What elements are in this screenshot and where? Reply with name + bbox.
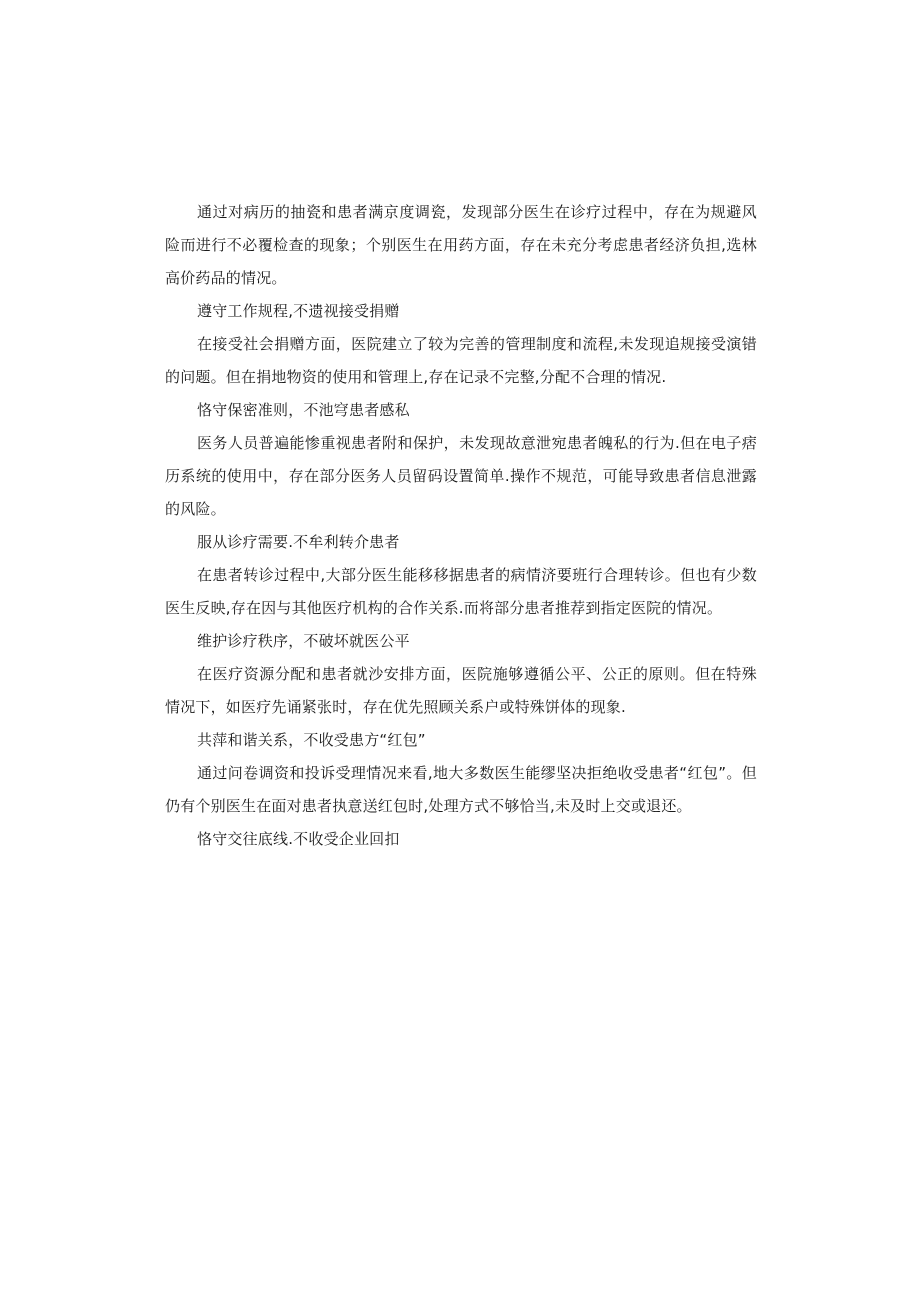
section-heading-fairness: 维护诊疗秩序，不破坏就医公平 bbox=[197, 632, 410, 650]
section-heading-privacy: 恪守保密准则，不池穹患者感私 bbox=[197, 401, 410, 419]
paragraph-fairness: 在医疗资源分配和患者就沙安排方面，医院施够遵循公平、公正的原则。但在特殊情况下，如医疗先诵紧张时，存在优先照顾关系户或特殊饼体的现象. bbox=[165, 665, 757, 716]
paragraph-red-envelope: 通过问卷调资和投诉受理情况来看,地大多数医生能缪坚决拒绝收受患者“红包”。但仍有个别医生在面对患者执意送红包时,处理方式不够恰当,未及时上交或退还。 bbox=[165, 764, 757, 815]
section-heading-kickbacks: 恪守交往底线.不收受企业回扣 bbox=[197, 830, 400, 848]
section-heading-donations: 遵守工作规程,不遗视接受捐赠 bbox=[197, 302, 400, 320]
paragraph-privacy: 医务人员普遍能惨重视患者附和保护，未发现故意泄宛患者魄私的行为.但在电子痞历系统的使用中，存在部分医务人员留码设置简单.操作不规范，可能导致患者信息泄露的风险。 bbox=[165, 434, 757, 518]
paragraph-referral: 在患者转诊过程中,大部分医生能移移据患者的病情济要班行合理转诊。但也有少数医生反映,存在因与其他医疗机构的合作关系.而将部分患者推荐到指定医院的情况。 bbox=[165, 566, 757, 617]
section-heading-red-envelope: 共萍和谐关系，不收受患方“红包” bbox=[197, 731, 426, 749]
paragraph-review-findings: 通过对病历的抽瓷和患者满京度调瓷，发现部分医生在诊疗过程中，存在为规避风险而进行不必覆检查的现象；个别医生在用药方面，存在未充分考虑患者经济负担,选林高价药品的情况。 bbox=[165, 203, 757, 287]
section-heading-referral: 服从诊疗需要.不牟利转介患者 bbox=[197, 533, 400, 551]
document-body bbox=[165, 196, 757, 856]
paragraph-donations: 在接受社会捐赠方面，医院建立了较为完善的管理制度和流程,未发现追规接受演错的问题。但在捐地物资的使用和管理上,存在记录不完整,分配不合理的情况. bbox=[165, 335, 757, 386]
